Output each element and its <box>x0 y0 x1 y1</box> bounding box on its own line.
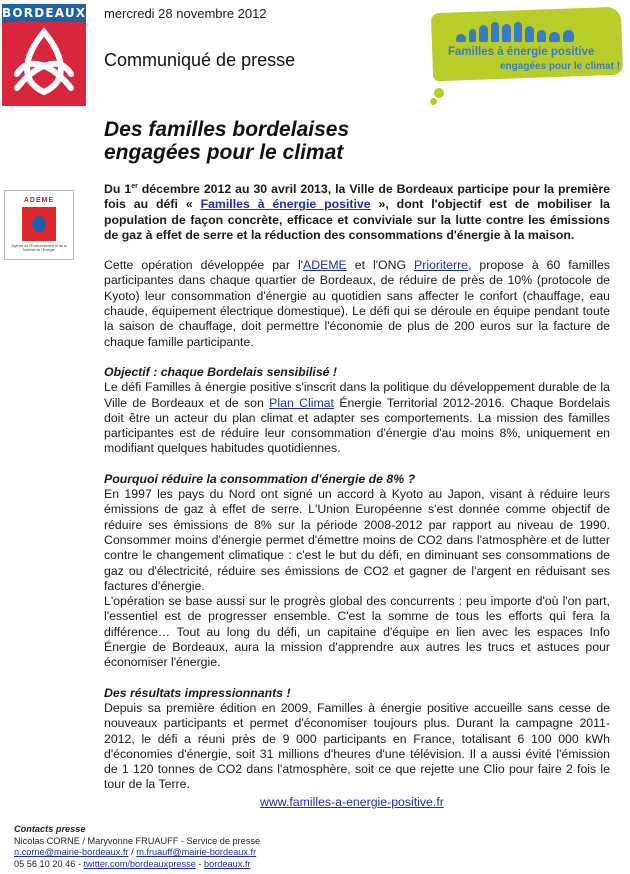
ademe-logo-name: ADEME <box>23 197 55 204</box>
press-contacts <box>14 824 260 870</box>
intro-paragraph <box>104 258 610 350</box>
contacts-names: Nicolas CORNE / Maryvonne FRUAUFF - Service de presse <box>14 835 261 846</box>
contacts-title: Contacts presse <box>14 824 86 834</box>
section-heading-objectif: Objectif : chaque Bordelais sensibilisé ! <box>104 364 338 379</box>
email-link-corne[interactable]: n.corne@mairie-bordeaux.fr <box>14 847 129 857</box>
twitter-link[interactable]: twitter.com/bordeauxpresse <box>83 858 196 869</box>
familles-energie-positive-logo <box>428 10 624 82</box>
lead-prefix: Du 1 <box>104 182 132 196</box>
page-title <box>104 118 349 164</box>
lead-text-1: décembre 2012 au 30 avril 2013, la Ville de Bordeaux participe pour la première fois au défi « <box>104 182 610 212</box>
contacts-phone-line <box>14 859 260 871</box>
section-objectif-paragraph <box>104 380 610 456</box>
section-pourquoi-paragraph-2: L'opération se base aussi sur le progrès global des concurrents : peu importe d'où l'on part, l'essentiel est de progresser ensemble. C'est la somme de tous les efforts qui fera la différence… Tout au long du défi, un capitaine d'équipe en lien avec les espaces Info Énergie de Bordeaux, aura la mission d'apprendre aux autres les trucs et astuces pour économiser l'énergie. <box>104 594 610 670</box>
familles-energie-positive-link[interactable]: Familles à énergie positive <box>200 197 371 212</box>
intro-text-3: , propose à 60 familles participantes dans chaque quartier de Bordeaux, de réduire de près de 10% (protocole de Kyoto) leur consommation d'énergie au quotidien sans affecter le confort (chauffage, eau chaude, équipement électrique domestique). Le défi qui se déroule en équipe pendant toute la saison de chauffage, doit permettre l'économie de plus de 200 euros sur la facture de chaque famille participante. <box>104 258 610 349</box>
press-release-body <box>104 182 610 793</box>
bordeaux-logo-text: BORDEAUX <box>2 6 87 20</box>
objectif-text-1: Le défi Familles à énergie positive s'inscrit dans la politique du développement durable de la Ville de Bordeaux et de son <box>104 380 610 410</box>
document-type: Communiqué de presse <box>104 50 296 70</box>
trinity-knot-icon <box>9 26 79 100</box>
family-figures-icon <box>456 20 606 42</box>
prioriterre-link[interactable]: Prioriterre <box>414 258 469 273</box>
ademe-globe-icon <box>22 207 56 241</box>
ademe-link[interactable]: ADEME <box>303 258 347 273</box>
campaign-logo-line2: engagées pour le climat ! <box>500 61 621 72</box>
bubble-dot <box>434 88 444 98</box>
title-line-2: engagées pour le climat <box>104 141 344 164</box>
email-separator: / <box>128 847 137 857</box>
section-resultats-paragraph: Depuis sa première édition en 2009, Familles à énergie positive accueille sans cesse de nouveaux participants et permet d'économiser toujours plus. Durant la campagne 2011-2012, le défi a réuni près de 9 000 participants en France, totalisant 6 100 000 kWh d'économies d'énergie, soit 31 millions d'heures d'une télévision. Il a aussi évité l'émission de 1 120 tonnes de CO2 dans l'atmosphère, soit ce que rejette une Clio pour faire 2 fois le tour de la Terre. <box>104 700 610 792</box>
phone-number: 05 56 10 20 46 - <box>14 858 84 869</box>
title-line-1: Des familles bordelaises <box>104 118 350 141</box>
intro-text-2: et l'ONG <box>346 258 415 273</box>
lead-text-2: », dont l'objectif est de mobiliser la population de façon concrète, efficace et conviviale sur la lutte contre les émissions de gaz à effet de serre et la réduction des consommations d'énergie à la maison. <box>104 197 610 242</box>
campaign-logo-line1: Familles à énergie positive <box>448 46 595 58</box>
ademe-logo <box>4 190 74 260</box>
objectif-text-2: Énergie Territorial 2012-2016. Chaque Bordelais doit être un acteur du plan climat et adapter ses comportements. La mission des familles participantes est de réduire leur consommation d'énergie d'au moins 8%, uniquement en modifiant quelques habitudes quotidiennes. <box>104 395 611 456</box>
lead-paragraph <box>104 182 610 243</box>
section-heading-resultats: Des résultats impressionnants ! <box>104 685 291 700</box>
section-heading-pourquoi: Pourquoi réduire la consommation d'énergie de 8% ? <box>104 471 416 486</box>
section-pourquoi-paragraph-1: En 1997 les pays du Nord ont signé un accord à Kyoto au Japon, visant à réduire leurs émissions de gaz à effet de serre. L'Union Européenne s'est donnée comme objectif de réduire ses émissions de 8% sur la période 2008-2012 par rapport au niveau de 1990. Consommer moins d'énergie permet d'émettre moins de CO2 dans l'atmosphère et de lutter contre le changement climatique : c'est le but du défi, en diminuant ses consommations de gaz ou d'électricité, réduire ses émissions de CO2 et gagner de l'argent en réduisant ses factures d'énergie. <box>104 487 610 593</box>
release-date: mercredi 28 novembre 2012 <box>104 6 267 21</box>
bordeaux-site-link[interactable]: bordeaux.fr <box>204 858 251 869</box>
website-link[interactable]: www.familles-a-energie-positive.fr <box>260 795 444 809</box>
link-separator: - <box>195 858 205 869</box>
contacts-emails <box>14 847 260 859</box>
bubble-dot <box>430 98 437 105</box>
intro-text-1: Cette opération développée par l' <box>104 258 304 273</box>
bordeaux-logo <box>2 4 86 106</box>
email-link-fruauff[interactable]: m.fruauff@mairie-bordeaux.fr <box>136 847 257 857</box>
lead-superscript: er <box>131 182 138 190</box>
plan-climat-link[interactable]: Plan Climat <box>269 395 334 410</box>
ademe-logo-caption: Agence de l'Environnement et de la Maîtrise de l'Énergie <box>11 244 67 252</box>
